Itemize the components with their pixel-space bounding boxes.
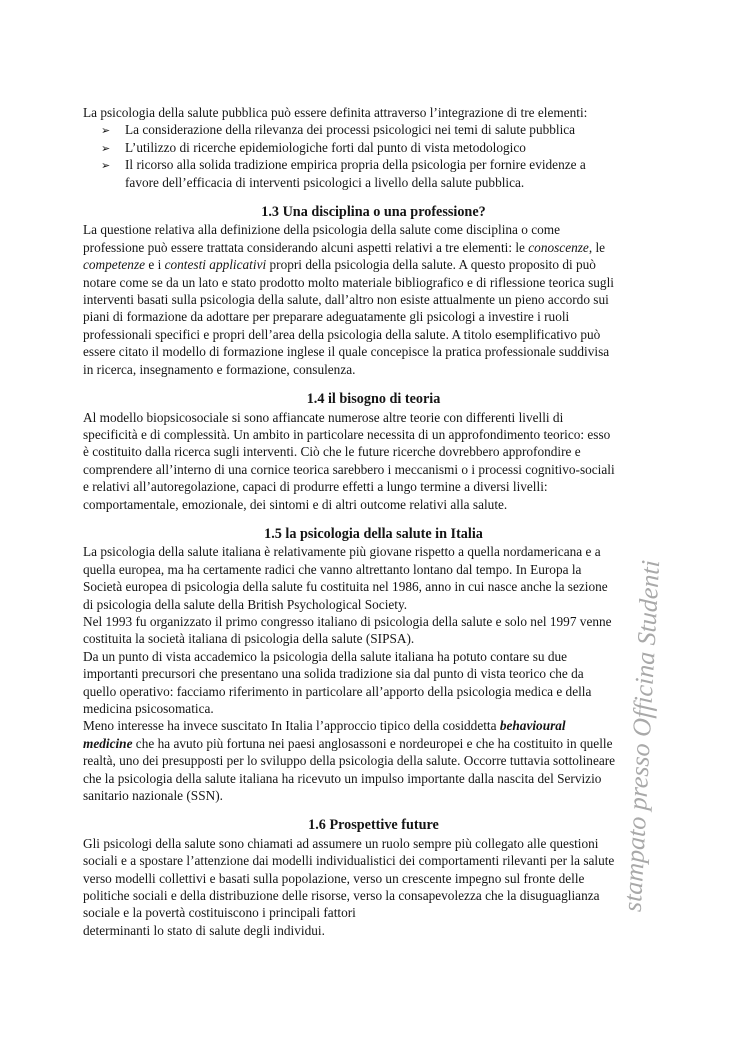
bullet-item-text bbox=[125, 139, 664, 156]
text-line bbox=[125, 121, 664, 138]
text-line bbox=[83, 648, 664, 665]
list-item bbox=[83, 139, 664, 156]
text-line bbox=[83, 613, 664, 630]
bold-italic-text-run: behavioural bbox=[499, 718, 566, 734]
text-run: comportamentale, emozionale, dei sintomi e di altri outcome relativi alla salute. bbox=[83, 496, 508, 512]
text-run: è costituito dalla ricerca sugli interventi. Ciò che le future ricerche dovrebbero approfondire e bbox=[83, 444, 581, 460]
text-run: notare come se da un lato e stato prodotto molto materiale bibliografico e di riflessione teorica sugli bbox=[83, 274, 614, 290]
text-line bbox=[83, 409, 664, 426]
paragraph bbox=[83, 409, 664, 513]
text-run: realtà, uno dei presupposti per lo sviluppo della psicologia della salute. Occorre tuttavia sottolineare bbox=[83, 753, 616, 769]
text-line bbox=[83, 596, 664, 613]
text-line bbox=[83, 870, 664, 887]
section-heading: 1.5 la psicologia della salute in Italia bbox=[264, 525, 483, 542]
text-run: medicina psicosomatica. bbox=[83, 701, 214, 716]
text-run: in ricerca, insegnamento e formazione, consulenza. bbox=[83, 361, 356, 377]
bullet-arrow-icon: ➢ bbox=[101, 159, 111, 173]
text-line bbox=[83, 104, 664, 121]
bullet-list bbox=[83, 121, 664, 191]
section-heading: 1.4 il bisogno di teoria bbox=[306, 391, 441, 408]
italic-text-run: conoscenze bbox=[528, 239, 589, 255]
text-run: professionali specifici e propri dell’area della psicologia della salute. A titolo esemplificativo può bbox=[83, 326, 601, 342]
text-line bbox=[83, 326, 664, 343]
text-run: Meno interesse ha invece suscitato In Italia l’approccio tipico della cosiddetta bbox=[83, 718, 500, 734]
text-line bbox=[83, 443, 664, 460]
text-line bbox=[83, 700, 664, 717]
text-run: che ha avuto più fortuna nei paesi anglosassoni e nordeuropei e che ha costituito in quelle bbox=[132, 735, 613, 751]
text-run: , le bbox=[588, 239, 606, 255]
text-line bbox=[83, 221, 664, 238]
text-run: propri della psicologia della salute. A questo proposito di può bbox=[266, 257, 596, 273]
text-run: Gli psicologi della salute sono chiamati ad assumere un ruolo sempre più collegato alle questioni bbox=[83, 835, 599, 851]
text-run: Il ricorso alla solida tradizione empirica propria della psicologia per fornire evidenze a bbox=[125, 157, 586, 173]
text-run: di psicologia della salute della British Psychological Society. bbox=[83, 596, 408, 612]
text-run: interventi basati sulla psicologia della salute, dall’altro non esiste attualmente un pieno accordo sui bbox=[83, 292, 609, 308]
text-run: politiche sociali e della distribuzione delle risorse, verso la consapevolezza che la disuguaglianza bbox=[83, 888, 600, 904]
text-line bbox=[125, 139, 664, 156]
text-run: essere citato il modello di formazione inglese il quale concepisce la pratica professionale suddivisa bbox=[83, 344, 610, 360]
text-run: importanti precursori che presentano una solida tradizione sia dal punto di vista teorico che da bbox=[83, 666, 584, 682]
text-line bbox=[83, 578, 664, 595]
text-run: La psicologia della salute italiana è relativamente più giovane rispetto a quella nordamericana e a bbox=[83, 544, 601, 560]
text-line bbox=[83, 770, 664, 787]
text-line bbox=[83, 561, 664, 578]
text-line bbox=[83, 665, 664, 682]
text-run: costituita la società italiana di psicologia della salute (SIPSA). bbox=[83, 631, 415, 647]
list-item bbox=[83, 156, 664, 191]
text-line bbox=[83, 256, 664, 273]
text-run: che la psicologia della salute italiana ha ricevuto un impulso importante dalla nascita del Servizio bbox=[83, 770, 602, 786]
text-line bbox=[83, 308, 664, 325]
text-line bbox=[83, 496, 664, 513]
text-run: professione può essere trattata considerando alcuni aspetti relativi a tre elementi: le bbox=[83, 239, 529, 255]
text-line bbox=[83, 852, 664, 869]
text-run: piani di formazione da adottare per preparare adeguatamente gli psicologi a investire i ruoli bbox=[83, 309, 570, 325]
bullet-item-text bbox=[125, 121, 664, 138]
section-heading: 1.6 Prospettive future bbox=[308, 817, 439, 834]
text-run: quello operativo: facciamo riferimento in particolare all’apporto della psicologia medica e della bbox=[83, 683, 592, 699]
text-line bbox=[83, 426, 664, 443]
text-run: sociali e a spostare l’attenzione dai modelli individualistici dei comportamenti rilevanti per la salute bbox=[83, 853, 615, 869]
text-line bbox=[83, 461, 664, 478]
text-line bbox=[83, 478, 664, 495]
text-line bbox=[83, 787, 664, 804]
text-run: determinanti lo stato di salute degli individui. bbox=[83, 922, 325, 938]
text-run: La psicologia della salute pubblica può essere definita attraverso l’integrazione di tre elementi: bbox=[83, 105, 588, 120]
text-line bbox=[83, 922, 664, 939]
text-run: Da un punto di vista accademico la psicologia della salute italiana ha potuto contare su due bbox=[83, 648, 568, 664]
text-line bbox=[83, 291, 664, 308]
bullet-arrow-icon: ➢ bbox=[101, 141, 111, 155]
paragraph bbox=[83, 543, 664, 804]
list-item bbox=[83, 121, 664, 138]
text-line bbox=[83, 835, 664, 852]
text-run: favore dell’efficacia di interventi psicologici a livello della salute pubblica. bbox=[125, 174, 525, 190]
text-run: Al modello biopsicosociale si sono affiancate numerose altre teorie con differenti livelli di bbox=[83, 409, 564, 425]
text-line bbox=[125, 156, 664, 173]
text-line bbox=[83, 239, 664, 256]
document-body bbox=[83, 104, 664, 939]
text-line bbox=[83, 343, 664, 360]
text-run: comprendere all’interno di una cornice teorica sarebbero i meccanismi o i processi cognitivo-sociali bbox=[83, 461, 615, 477]
text-line bbox=[83, 752, 664, 769]
text-run: La considerazione della rilevanza dei processi psicologici nei temi di salute pubblica bbox=[125, 122, 576, 138]
text-line bbox=[83, 735, 664, 752]
text-line bbox=[125, 174, 664, 191]
text-line bbox=[83, 630, 664, 647]
bullet-arrow-icon: ➢ bbox=[101, 124, 111, 138]
text-line bbox=[83, 543, 664, 560]
text-line bbox=[83, 717, 664, 734]
text-run: e relativi all’autoregolazione, capaci di produrre effetti a lungo termine a diversi livelli: bbox=[83, 479, 548, 495]
text-line bbox=[83, 887, 664, 904]
text-run: sociale e la povertà costituiscono i principali fattori bbox=[83, 905, 356, 921]
text-line bbox=[83, 361, 664, 378]
text-line bbox=[83, 274, 664, 291]
text-run: L’utilizzo di ricerche epidemiologiche forti dal punto di vista metodologico bbox=[125, 139, 526, 155]
text-run: specificità e di complessità. Un ambito in particolare necessita di un approfondimento teorico: esso bbox=[83, 426, 611, 442]
text-line bbox=[83, 683, 664, 700]
text-run: quella europea, ma ha certamente radici che vanno altrettanto lontano dal tempo. In Europa la bbox=[83, 561, 582, 577]
watermark-text: stampato presso Officina Studenti bbox=[617, 559, 666, 913]
paragraph bbox=[83, 221, 664, 378]
bold-italic-text-run: medicine bbox=[83, 735, 133, 751]
text-run: La questione relativa alla definizione della psicologia della salute come disciplina o come bbox=[83, 222, 561, 238]
text-run: sanitario nazionale (SSN). bbox=[83, 788, 223, 804]
text-run: verso modelli collettivi e basati sulla popolazione, verso un crescente impegno sul fronte delle bbox=[83, 870, 585, 886]
paragraph bbox=[83, 835, 664, 939]
italic-text-run: competenze bbox=[83, 257, 146, 273]
section-heading: 1.3 Una disciplina o una professione? bbox=[261, 204, 486, 221]
italic-text-run: contesti applicativi bbox=[164, 257, 267, 273]
bullet-item-text bbox=[125, 156, 664, 191]
text-run: e i bbox=[145, 257, 165, 273]
text-run: Nel 1993 fu organizzato il primo congresso italiano di psicologia della salute e solo nel 1997 venne bbox=[83, 613, 612, 629]
paragraph bbox=[83, 104, 664, 121]
text-line bbox=[83, 904, 664, 921]
text-run: Società europea di psicologia della salute fu costituita nel 1986, anno in cui nasce anche la sezione bbox=[83, 579, 608, 595]
